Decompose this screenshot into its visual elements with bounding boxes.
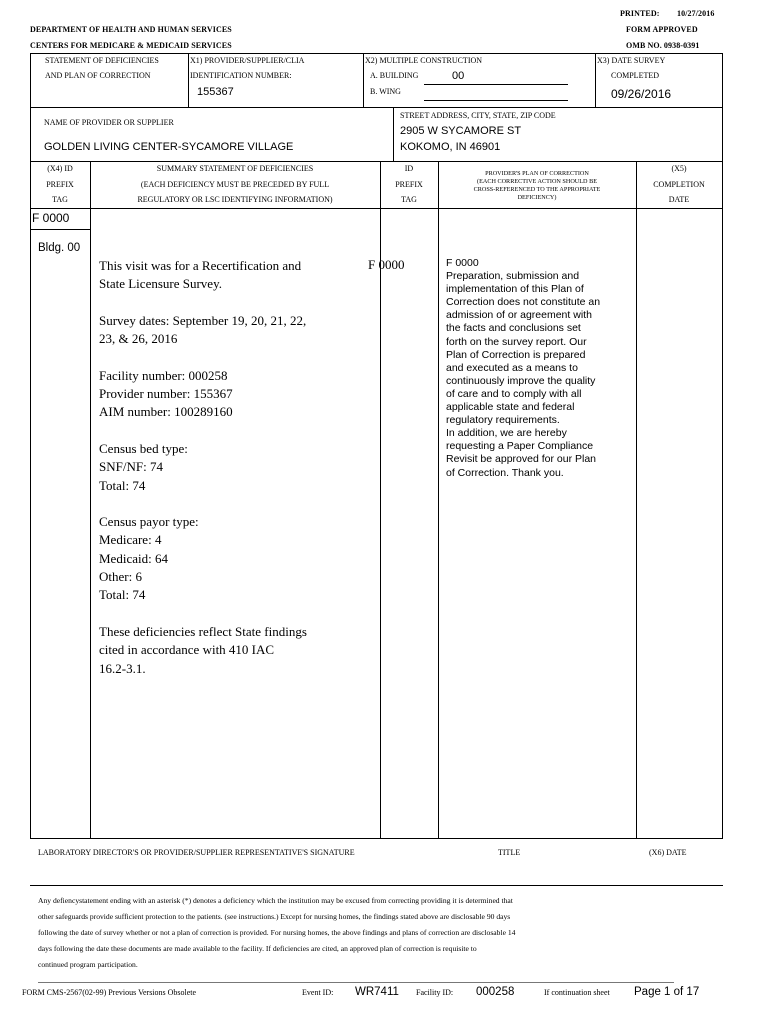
address-label: STREET ADDRESS, CITY, STATE, ZIP CODE — [400, 111, 556, 120]
finding-paragraph — [99, 257, 349, 294]
omb-number: OMB NO. 0938-0391 — [626, 41, 700, 50]
finding-line: Census bed type: — [99, 440, 188, 456]
plan-line: regulatory requirements. — [446, 414, 560, 427]
provider-name-value: GOLDEN LIVING CENTER-SYCAMORE VILLAGE — [44, 141, 294, 153]
plan-line: and executed as a means to — [446, 361, 578, 374]
building-value: 00 — [452, 70, 465, 82]
disclaimer-line: other safeguards provide sufficient protection to the patients. (see instructions.) Except for nursing homes, the findings stated above are disclosable 90 days — [38, 912, 511, 921]
plan-line: continuously improve the quality — [446, 374, 596, 387]
plan-of-correction — [446, 257, 626, 480]
disclaimer-line: days following the date these documents are made available to the facility. If deficiencies are cited, an approved plan of correction is requisite to — [38, 944, 477, 953]
plan-line: Correction does not constitute an — [446, 296, 601, 309]
finding-line: Provider number: 155367 — [99, 386, 233, 402]
disclaimer-line: following the date of survey whether or not a plan of correction is provided. For nursing homes, the above findings and plans of correction are disclosable 14 — [38, 928, 516, 937]
finding-line: Census payor type: — [99, 514, 199, 530]
page-number: Page 1 of 17 — [634, 986, 700, 998]
title-label: TITLE — [498, 848, 521, 857]
x5-header: (X5) — [671, 164, 687, 173]
finding-line: These deficiencies reflect State findings — [99, 623, 307, 639]
finding-paragraph — [99, 367, 349, 422]
x2-label: X2) MULTIPLE CONSTRUCTION — [365, 56, 483, 65]
plan-subheader-2: CROSS-REFERENCED TO THE APPROPRIATE — [473, 186, 601, 193]
provider-id-value: 155367 — [197, 86, 234, 98]
facility-id-value: 000258 — [476, 986, 515, 998]
plan-line: requesting a Paper Compliance — [446, 440, 594, 453]
finding-line: State Licensure Survey. — [99, 276, 222, 292]
finding-line: AIM number: 100289160 — [99, 404, 233, 420]
summary-subheader-1: (EACH DEFICIENCY MUST BE PRECEDED BY FULL — [140, 180, 330, 189]
finding-line: Facility number: 000258 — [99, 367, 228, 383]
finding-line: 16.2-3.1. — [99, 660, 146, 676]
plan-label: AND PLAN OF CORRECTION — [45, 71, 151, 80]
bldg-label: Bldg. 00 — [38, 242, 81, 254]
summary-header: SUMMARY STATEMENT OF DEFICIENCIES — [156, 164, 314, 173]
finding-line: SNF/NF: 74 — [99, 459, 163, 475]
plan-line: F 0000 — [446, 257, 479, 269]
plan-line: of care and to comply with all — [446, 387, 582, 400]
completed-label: COMPLETED — [611, 71, 659, 80]
finding-line: Survey dates: September 19, 20, 21, 22, — [99, 312, 307, 328]
finding-paragraph — [99, 623, 349, 678]
event-id-value: WR7411 — [355, 986, 399, 998]
finding-line: Other: 6 — [99, 569, 142, 585]
finding-line: This visit was for a Recertification and — [99, 258, 302, 273]
finding-line: Total: 74 — [99, 587, 146, 603]
disclaimer-line: continued program participation. — [38, 960, 138, 969]
x3-label: X3) DATE SURVEY — [597, 56, 666, 65]
event-id-label: Event ID: — [302, 988, 334, 997]
wing-label: B. WING — [370, 87, 401, 96]
printed-date: 10/27/2016 — [677, 9, 715, 18]
survey-completed-date: 09/26/2016 — [611, 87, 672, 101]
finding-line: cited in accordance with 410 IAC — [99, 642, 275, 658]
address-line-1: 2905 W SYCAMORE ST — [400, 125, 522, 137]
continuation-label: If continuation sheet — [544, 988, 610, 997]
plan-line: Plan of Correction is prepared — [446, 348, 586, 361]
provider-name-label: NAME OF PROVIDER OR SUPPLIER — [44, 118, 174, 127]
director-signature-label: LABORATORY DIRECTOR'S OR PROVIDER/SUPPLIER REPRESENTATIVE'S SIGNATURE — [38, 848, 355, 857]
plan-subheader-3: DEFICIENCY) — [517, 194, 557, 201]
plan-line: Revisit be approved for our Plan — [446, 453, 596, 466]
statement-label: STATEMENT OF DEFICIENCIES — [45, 56, 159, 65]
department-title: DEPARTMENT OF HEALTH AND HUMAN SERVICES — [30, 25, 232, 34]
finding-paragraph — [99, 513, 349, 604]
plan-subheader-1: (EACH CORRECTIVE ACTION SHOULD BE — [477, 178, 597, 185]
summary-subheader-2: REGULATORY OR LSC IDENTIFYING INFORMATION) — [137, 195, 333, 204]
id-tag-header: TAG — [401, 195, 417, 204]
finding-line: Medicare: 4 — [99, 532, 162, 548]
centers-title: CENTERS FOR MEDICARE & MEDICAID SERVICES — [30, 41, 232, 50]
id-prefix-tag: F 0000 — [368, 257, 405, 272]
summary-findings — [99, 257, 349, 696]
id-header: ID — [404, 164, 414, 173]
disclaimer-text — [38, 893, 678, 973]
finding-line: Total: 74 — [99, 477, 146, 493]
plan-line: admission of or agreement with — [446, 309, 592, 322]
left-tag: F 0000 — [32, 211, 70, 225]
plan-header: PROVIDER'S PLAN OF CORRECTION — [485, 170, 589, 177]
plan-line: forth on the survey report. Our — [446, 335, 587, 348]
plan-line: of Correction. Thank you. — [446, 466, 564, 479]
id-prefix-header: PREFIX — [395, 180, 423, 189]
finding-paragraph — [99, 440, 349, 495]
form-approved: FORM APPROVED — [626, 25, 698, 34]
plan-line: applicable state and federal — [446, 401, 575, 414]
plan-line: implementation of this Plan of — [446, 283, 584, 296]
x6-date-label: (X6) DATE — [649, 848, 687, 857]
finding-line: Medicaid: 64 — [99, 550, 168, 566]
date-header: DATE — [668, 195, 690, 204]
completion-header: COMPLETION — [653, 180, 705, 189]
facility-id-label: Facility ID: — [416, 988, 454, 997]
address-line-2: KOKOMO, IN 46901 — [400, 141, 501, 153]
disclaimer-line: Any defiencystatement ending with an asterisk (*) denotes a deficiency which the institution may be excused from correcting providing it is determined that — [38, 896, 513, 905]
printed-label: PRINTED: — [620, 9, 660, 18]
finding-paragraph — [99, 312, 349, 349]
plan-line: the facts and conclusions set — [446, 322, 581, 335]
form-id: FORM CMS-2567(02-99) Previous Versions Obsolete — [22, 988, 197, 997]
plan-line: Preparation, submission and — [446, 270, 580, 283]
building-label: A. BUILDING — [370, 71, 419, 80]
x4-prefix-header: PREFIX — [46, 180, 74, 189]
plan-line: In addition, we are hereby — [446, 427, 567, 440]
finding-line: 23, & 26, 2016 — [99, 331, 178, 347]
x1-sublabel: IDENTIFICATION NUMBER: — [190, 71, 292, 80]
x1-label: X1) PROVIDER/SUPPLIER/CLIA — [190, 56, 305, 65]
x4-header: (X4) ID — [47, 164, 73, 173]
x4-tag-header: TAG — [52, 195, 68, 204]
